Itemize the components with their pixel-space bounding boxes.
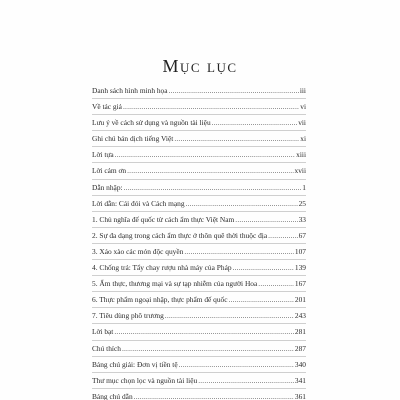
- toc-entry: [92, 308, 306, 324]
- toc-entry-page-number: 107: [294, 246, 306, 256]
- dot-leader: [268, 228, 298, 244]
- toc-entry-title: 6. Thực phẩm ngoại nhập, thực phẩm đế quốc: [92, 295, 228, 305]
- dot-leader: [258, 276, 294, 292]
- dot-leader: [124, 180, 302, 196]
- dot-leader: [114, 324, 294, 340]
- toc-entry-title: Lời bạt: [92, 327, 114, 337]
- dot-leader: [233, 260, 294, 276]
- toc-entry-title: Thư mục chọn lọc và nguồn tài liệu: [92, 375, 198, 385]
- toc-entry-page-number: 340: [294, 359, 306, 369]
- dot-leader: [115, 147, 295, 163]
- dot-leader: [123, 99, 299, 115]
- toc-entry: [92, 373, 306, 389]
- toc-entry: [92, 131, 306, 147]
- toc-entry-title: Danh sách hình minh họa: [92, 86, 168, 95]
- toc-entry-page-number: xvii: [294, 166, 306, 176]
- toc-entry: [92, 244, 306, 260]
- toc-entry: [92, 115, 306, 131]
- toc-entry-page-number: 1: [302, 182, 306, 192]
- dot-leader: [186, 196, 298, 212]
- toc-entry-title: 5. Ẩm thực, thương mại và sự tạp nhiễm của người Hoa: [92, 279, 258, 289]
- toc-entry-page-number: 341: [294, 375, 306, 385]
- toc-entry: [92, 83, 306, 99]
- table-of-contents: [92, 83, 306, 400]
- toc-entry: [92, 147, 306, 163]
- toc-entry-page-number: 25: [298, 198, 306, 208]
- toc-entry-page-number: 33: [298, 214, 306, 224]
- toc-entry-title: 2. Sự đa dạng trong cách ẩm thực ở thôn quê thời thuộc địa: [92, 230, 268, 240]
- toc-entry-page-number: 139: [294, 263, 306, 273]
- toc-entry-title: Chú thích: [92, 343, 121, 353]
- dot-leader: [198, 373, 294, 389]
- toc-entry: [92, 99, 306, 115]
- toc-entry-title: Lưu ý về cách sử dụng và nguồn tài liệu: [92, 118, 211, 128]
- toc-entry: [92, 260, 306, 276]
- toc-entry: [92, 180, 306, 196]
- toc-entry-page-number: vii: [298, 118, 306, 128]
- toc-entry-page-number: vi: [300, 102, 306, 112]
- toc-entry-page-number: 167: [294, 279, 306, 289]
- toc-entry-title: 3. Xáo xào các món độc quyền: [92, 246, 184, 256]
- toc-entry-page-number: 287: [294, 343, 306, 353]
- toc-entry: [92, 163, 306, 179]
- dot-leader: [127, 163, 293, 179]
- toc-entry-title: 1. Chủ nghĩa đế quốc từ cách ẩm thực Việt Nam: [92, 214, 235, 224]
- toc-entry-page-number: 281: [294, 327, 306, 337]
- toc-entry: [92, 212, 306, 228]
- toc-entry-page-number: xi: [300, 134, 306, 144]
- toc-entry-page-number: 201: [294, 295, 306, 305]
- dot-leader: [169, 83, 299, 99]
- toc-entry-title: Bảng chú dẫn: [92, 391, 133, 400]
- toc-entry-title: Lời cảm ơn: [92, 166, 127, 176]
- dot-leader: [184, 244, 294, 260]
- toc-entry-title: 4. Chống trả: Tẩy chay rượu nhà máy của Pháp: [92, 263, 232, 273]
- dot-leader: [134, 389, 294, 400]
- toc-entry: [92, 341, 306, 357]
- toc-entry-page-number: 361: [294, 391, 306, 400]
- toc-entry-title: Bảng chú giải: Đơn vị tiền tệ: [92, 359, 178, 369]
- toc-entry-page-number: xiii: [296, 150, 306, 160]
- toc-entry-title: Dẫn nhập:: [92, 182, 123, 192]
- toc-entry: [92, 276, 306, 292]
- toc-entry-title: Lời dẫn: Cái đói và Cách mạng: [92, 198, 185, 208]
- dot-leader: [212, 115, 298, 131]
- toc-entry: [92, 292, 306, 308]
- page-title: Mục lục: [162, 56, 238, 76]
- toc-entry-page-number: iii: [299, 86, 306, 95]
- toc-entry-title: Lời tựa: [92, 150, 114, 160]
- toc-entry-title: Ghi chú bản dịch tiếng Việt: [92, 134, 174, 144]
- dot-leader: [122, 341, 294, 357]
- dot-leader: [179, 357, 294, 373]
- toc-entry: [92, 357, 306, 373]
- toc-entry-page-number: 67: [298, 230, 306, 240]
- toc-entry: [92, 196, 306, 212]
- toc-entry-title: Về tác giả: [92, 102, 122, 112]
- dot-leader: [174, 131, 299, 147]
- toc-entry: [92, 324, 306, 340]
- toc-entry-title: 7. Tiêu dùng phô trương: [92, 311, 164, 321]
- toc-entry: [92, 389, 306, 400]
- toc-entry-page-number: 243: [294, 311, 306, 321]
- toc-entry: [92, 228, 306, 244]
- dot-leader: [165, 308, 294, 324]
- dot-leader: [235, 212, 297, 228]
- dot-leader: [229, 292, 294, 308]
